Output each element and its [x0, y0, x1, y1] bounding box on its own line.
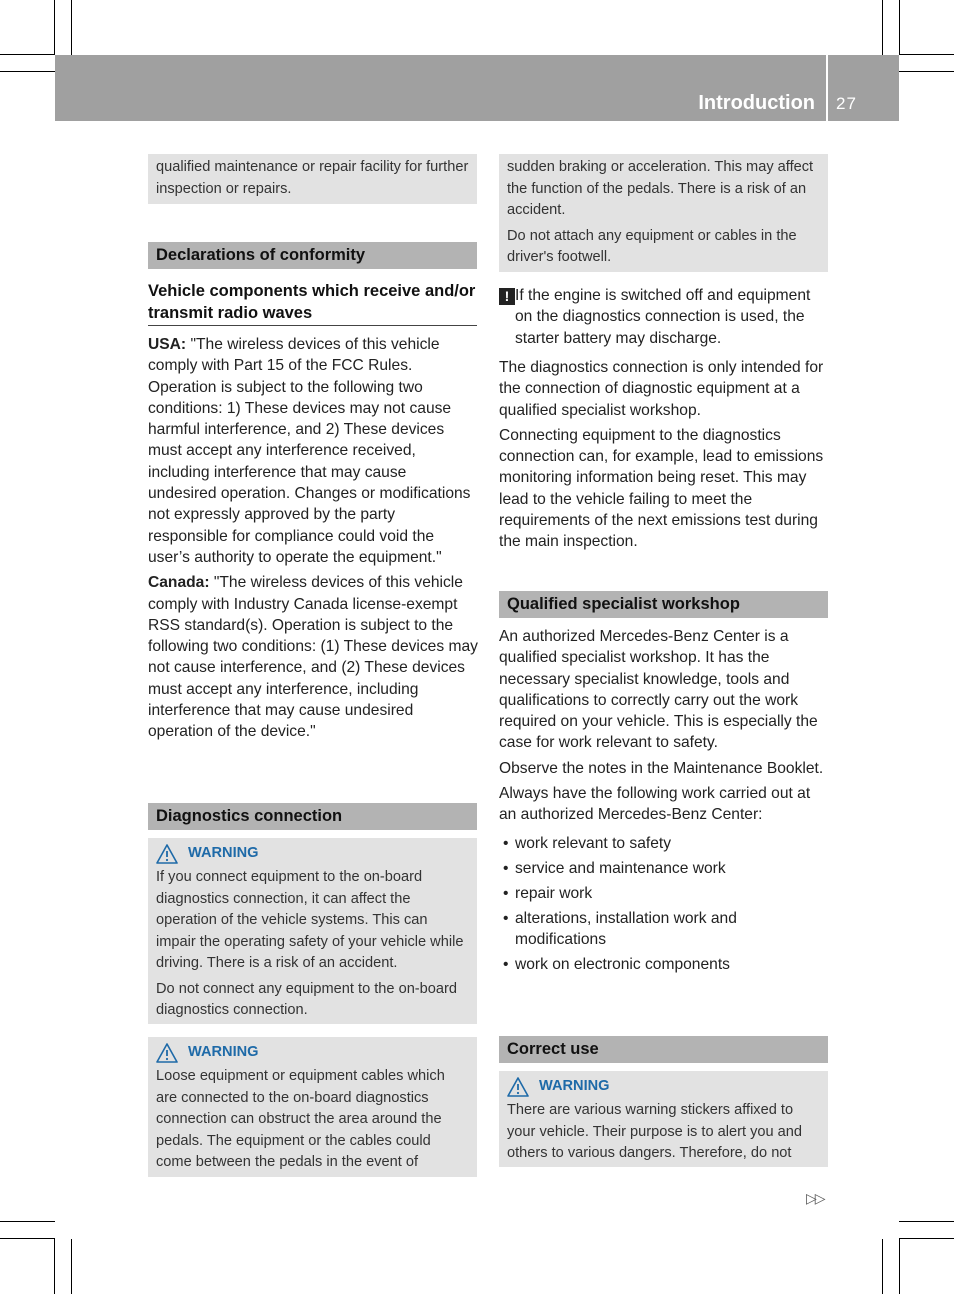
usa-label: USA: [148, 336, 187, 353]
diagnostics-paragraph: Connecting equipment to the diagnostics connection can, for example, lead to emissions monitoring information being reset. This may lead to the vehicle failing to meet the requirements of the next emissions test during the main inspection. [499, 426, 824, 551]
declarations-heading: Declarations of conformity [148, 242, 477, 269]
continued-text: qualified maintenance or repair facility for further inspection or repairs. [156, 159, 469, 197]
crop-mark [0, 54, 55, 55]
warning-text: If you connect equipment to the on-board diagnostics connection, it can affect the operation of the vehicle systems. This can impair the operating safety of your vehicle while driving. There is a risk of an accident. [156, 869, 464, 971]
continued-warning-instruction: Do not attach any equipment or cables in the driver's footwell. [507, 227, 797, 265]
exclamation-icon: ! [499, 288, 515, 305]
warning-label: WARNING [188, 845, 259, 862]
crop-mark [0, 71, 55, 72]
crop-mark [0, 1221, 55, 1222]
warning-text: There are various warning stickers affixed to your vehicle. Their purpose is to alert you and others to various dangers. Therefore, do not [507, 1102, 803, 1161]
note-text: If the engine is switched off and equipment on the diagnostics connection is used, the starter battery may discharge. [515, 287, 811, 347]
workshop-paragraph: Observe the notes in the Maintenance Booklet. [499, 759, 824, 777]
usa-text: "The wireless devices of this vehicle comply with Part 15 of the FCC Rules. Operation is subject to the following two conditions: 1) These devices may not cause harmful interference, and 2) These devices must accept any interference received, including interference that may cause undesired operation. Changes or modifications not expressly approved by the party responsible for compliance could void the user’s authority to operate the equipment." [148, 336, 471, 566]
continue-arrows-icon: ▷▷ [806, 1190, 824, 1206]
crop-mark [0, 1238, 55, 1239]
crop-mark [882, 0, 883, 55]
workshop-paragraph: Always have the following work carried out at an authorized Mercedes-Benz Center: [499, 785, 811, 824]
warning-label: WARNING [539, 1078, 610, 1095]
crop-mark [899, 1239, 900, 1294]
canada-text: "The wireless devices of this vehicle comply with Industry Canada license-exempt RSS standard(s). Operation is subject to the following two conditions: (1) These devices may not cause interference, and (2) These devices must accept any interference, including interference that may cause undesired operation of the device." [148, 574, 478, 741]
warning-box [148, 1037, 477, 1177]
crop-mark [899, 1238, 954, 1239]
crop-mark [71, 0, 72, 55]
list-item: • service and maintenance work [503, 859, 726, 877]
work-list [499, 833, 831, 976]
declarations-body [148, 334, 479, 747]
page-number: 27 [836, 94, 857, 113]
continued-warning-box [499, 154, 828, 272]
crop-mark [899, 71, 954, 72]
workshop-body [499, 626, 831, 979]
crop-mark [54, 1239, 55, 1294]
diagnostics-body [499, 357, 831, 557]
warning-box [499, 1071, 828, 1167]
canada-label: Canada: [148, 574, 210, 592]
list-item: • repair work [503, 884, 593, 902]
continued-box [148, 154, 477, 204]
section-title: Introduction [698, 92, 815, 114]
continued-warning-text: sudden braking or acceleration. This may affect the function of the pedals. There is a risk of an accident. [507, 159, 814, 218]
warning-header [156, 841, 469, 867]
radio-waves-subheading: Vehicle components which receive and/or transmit radio waves [148, 280, 477, 326]
workshop-paragraph: An authorized Mercedes-Benz Center is a qualified specialist workshop. It has the necessary specialist knowledge, tools and qualifications to correctly carry out the work required on your vehicle. This is especially the case for work relevant to safety. [499, 628, 818, 752]
diagnostics-paragraph: The diagnostics connection is only intended for the connection of diagnostic equipment at a qualified specialist workshop. [499, 359, 824, 419]
crop-mark [899, 0, 900, 55]
crop-mark [54, 0, 55, 55]
canada-paragraph [148, 572, 479, 742]
warning-triangle-icon [156, 844, 178, 864]
note-block [499, 285, 831, 349]
warning-label: WARNING [188, 1044, 259, 1061]
usa-paragraph [148, 334, 479, 568]
workshop-heading: Qualified specialist workshop [499, 591, 828, 618]
warning-triangle-icon [507, 1077, 529, 1097]
list-item: • work on electronic components [503, 955, 730, 973]
crop-mark [899, 54, 954, 55]
list-item: • work relevant to safety [503, 834, 672, 852]
warning-instruction: Do not connect any equipment to the on-board diagnostics connection. [156, 980, 457, 1018]
list-item: • alterations, installation work and modifications [503, 909, 737, 948]
diagnostics-heading: Diagnostics connection [148, 803, 477, 830]
warning-text: Loose equipment or equipment cables which are connected to the on-board diagnostics connection can obstruct the area around the pedals. The equipment or the cables could come between the pedals in the event of [156, 1068, 445, 1170]
warning-triangle-icon [156, 1043, 178, 1063]
warning-header [507, 1074, 820, 1100]
crop-mark [899, 1221, 954, 1222]
warning-header [156, 1040, 469, 1066]
header-divider [826, 55, 828, 121]
warning-box [148, 838, 477, 1024]
correct-use-heading: Correct use [499, 1036, 828, 1063]
crop-mark [882, 1239, 883, 1294]
crop-mark [71, 1239, 72, 1294]
